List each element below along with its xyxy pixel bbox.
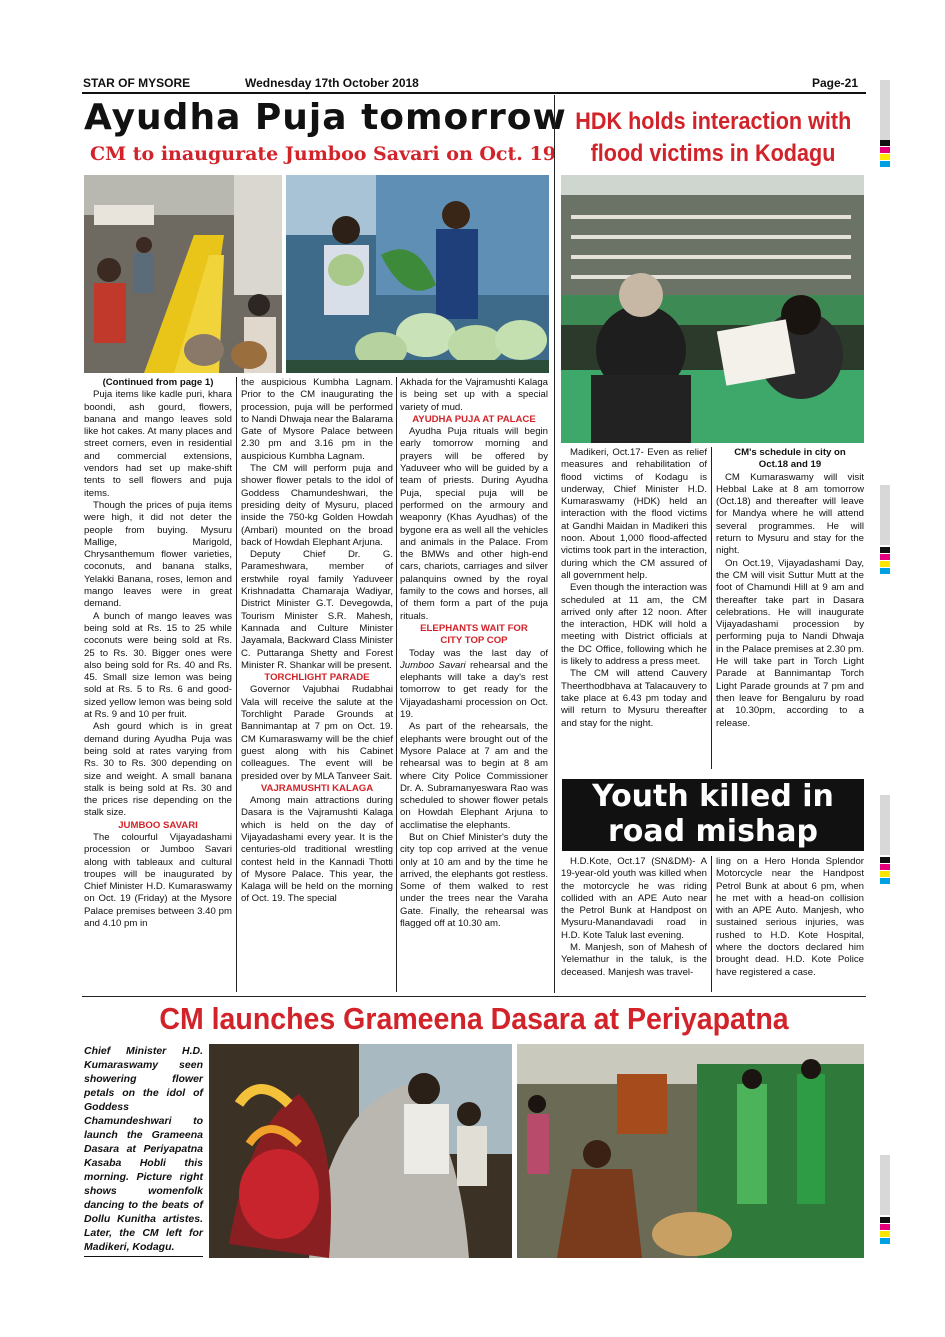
header-rule: [82, 92, 866, 94]
column-rule: [711, 856, 712, 992]
text-run: Today was the last day of: [409, 647, 548, 659]
paragraph: Ayudha Puja rituals will begin early tomorrow morning and prayers will be offered by Yaduveer who will be guided by a team of priests. During Ayudha Puja, special puja will be performed on the armoury and weaponry (Khas Ayudhas) of the bygone era as well all the vehicles and animals in the Palace. From the BMWs and other high-end cars, chariots, carriages and silver palanquins owned by the royal family to the cows and horses, all of them form a part of the puja rituals.: [400, 426, 548, 622]
idol-flower-offering-photo: [209, 1044, 512, 1258]
italic-text: Jumboo Savari: [400, 659, 466, 671]
subhead-vajramushti-kalaga: VAJRAMUSHTI KALAGA: [260, 782, 374, 794]
subhead-elephants-line2: CITY TOP COP: [440, 635, 508, 647]
swatch-magenta: [880, 864, 890, 870]
headline-line: road mishap: [607, 814, 819, 849]
swatch-magenta: [880, 554, 890, 560]
paragraph: Akhada for the Vajramushti Kalaga is being set up with a special variety of mud.: [400, 377, 548, 413]
swatch-black: [880, 140, 890, 146]
paragraph: H.D.Kote, Oct.17 (SN&DM)- A 19-year-old youth was killed when the motorcycle he was riding collided with an APE Auto near the Petrol Bunk at Handpost on Mysuru-Manandavadi road in H.D. Kote Taluk last evening.: [561, 856, 707, 941]
paragraph: Even though the interaction was scheduled at 11 am, the CM arrived only after 12 noon. After the interaction, HDK will hold a meeting with District officials at the DC Office, following which he is likely to address a press meet.: [561, 582, 707, 668]
text-run: rehearsal and the elephants will take a day's rest tomorrow to get ready for the Vijayadashami procession on Oct. 19.: [400, 659, 548, 721]
paragraph: CM Kumaraswamy will visit Hebbal Lake at 8 am tomorrow (Oct.18) and thereafter will leave for Mandya where he will attend several programmes. He will return to Mysuru and stay for the night.: [716, 471, 864, 557]
paragraph: But on Chief Minister's duty the city top cop arrived at the venue only at 10 am and by the time he arrived, the elephants got restless. Some of them walked to rest under the trees near the Varaha Gate. Finally, the rehearsal was flagged off at 10.30 am.: [400, 831, 548, 930]
swatch-magenta: [880, 147, 890, 153]
story3-column-2: [716, 856, 864, 979]
headline-line: flood victims in Kodagu: [590, 140, 836, 167]
headline-line: Youth killed in: [592, 779, 834, 814]
subhead-elephants-line1: ELEPHANTS WAIT FOR: [420, 622, 528, 634]
swatch-yellow: [880, 871, 890, 877]
column-rule: [396, 377, 397, 992]
paragraph: The colourful Vijayadashami procession or Jumboo Savari along with tableaux and cultural troupes will be inaugurated by Chief Minister H.D. Kumaraswamy on Oct. 19 (Friday) at the Mysore Palace premises between 3.40 pm and 4.10 pm in: [84, 831, 232, 930]
story1-headline: Ayudha Puja tomorrow: [84, 97, 567, 138]
story1-column-1: [84, 377, 232, 930]
swatch-magenta: [880, 1224, 890, 1230]
column-rule: [236, 377, 237, 992]
story3-headline-box: [562, 779, 864, 851]
story1-subhead: CM to inaugurate Jumboo Savari on Oct. 19: [90, 143, 556, 165]
paragraph: Though the prices of puja items were high, it did not deter the people from buying. Mysuru Mallige, Marigold, Chrysanthemum flower varieties, coconuts, and banana stalks, Yelakki Banana, roses, lemon and mango leaves were in great demand.: [84, 499, 232, 610]
story1-column-3: [400, 377, 548, 930]
paragraph: the auspicious Kumbha Lagnam. Prior to the CM inaugurating the procession, puja will be performed to Nandi Dhwaja near the Balarama Gate of Mysore Palace between 2.30 pm and 3.16 pm in the auspicious Kumbha Lagnam.: [241, 377, 393, 462]
registration-bar: [880, 795, 890, 855]
paragraph: A bunch of mango leaves was being sold at Rs. 15 to 25 while coconuts were being sold at Rs. 25 to Rs. 30. Bigger ones were also being sold for Rs. 40 and Rs. 45. Small size lemon was being sold at Rs. 5 to Rs. 6 and good-sized yellow lemon was being sold at Rs. 9 and 10 per fruit.: [84, 610, 232, 721]
paragraph: On Oct.19, Vijayadashami Day, the CM will visit Suttur Mutt at the foot of Chamundi Hill at 9 am and thereafter take part in Dasara celebrations. He will inaugurate Vijayadashami procession by performing puja to Nandi Dhwaja in the Palace premises at 2.30 pm. He will take part in Torch Light Parade at Bannimantap Torch Light Parade grounds at 7 pm and then leave for Bengaluru by road at 10.30pm, according to a release.: [716, 557, 864, 729]
story4-caption: Chief Minister H.D. Kumaraswamy seen showering flower petals on the idol of Goddess Chamundeshwari to launch the Grameena Dasara at Periyapatna Kasaba Hobli this morning. Picture right shows womenfolk dancing to the beats of Dollu Kunitha artistes. Later, the CM left for Madikeri, Kodagu.: [84, 1045, 203, 1253]
section-rule: [82, 996, 866, 997]
swatch-yellow: [880, 1231, 890, 1237]
column-rule: [711, 447, 712, 769]
paragraph: Madikeri, Oct.17- Even as relief measures and rehabilitation of flood victims of Kodagu is underway, Chief Minister H.D. Kumaraswamy (HDK) held an interaction with the flood victims at Gandhi Maidan in Madikeri this noon. About 1,000 flood-affected victims took part in the interaction, during which the CM assured of all government help.: [561, 447, 707, 581]
story3-column-1: [561, 856, 707, 979]
paragraph: Deputy Chief Dr. G. Parameshwara, member of erstwhile royal family Yaduveer Krishnadatta Chamaraja Wadiyar, District Minister G.T. Devegowda, Tourism Minister S.R. Mahesh, Kannada and Culture Minister Jayamala, Backward Class Minister C. Puttaranga Shetty and Forest Minister R. Shankar will be present.: [241, 549, 393, 671]
swatch-yellow: [880, 154, 890, 160]
schedule-title: CM's schedule in city on: [734, 447, 846, 458]
paragraph: The CM will attend Cauvery Theerthodbhava at Talacauvery to take place at 6.43 pm today and will return to Mysuru thereafter and stay for the night.: [561, 668, 707, 729]
paragraph: Ash gourd which is in great demand during Ayudha Puja was being sold at rates varying from Rs. 30 to Rs. 300 depending on size and weight. A small banana stalk is being sold at Rs. 30 and the prices rise depending on the stalk size.: [84, 721, 232, 819]
caption-rule: [84, 1256, 203, 1257]
swatch-black: [880, 1217, 890, 1223]
paragraph: Puja items like kadle puri, khara boondi, ash gourd, flowers, banana and mango leaves sold like hot cakes. At many places and street corners, even in residential and commercial extensions, vendors had set up make-shift tents to sell flowers and puja items.: [84, 389, 232, 499]
subhead-jumboo-savari: JUMBOO SAVARI: [118, 819, 198, 831]
registration-bar: [880, 1155, 890, 1215]
story4-headline: CM launches Grameena Dasara at Periyapatna: [159, 1001, 789, 1036]
issue-date: Wednesday 17th October 2018: [245, 76, 419, 90]
page-number: Page-21: [812, 76, 859, 90]
registration-bar: [880, 485, 890, 545]
headline-line: HDK holds interaction with: [575, 108, 852, 135]
swatch-cyan: [880, 1238, 890, 1244]
story-divider: [554, 95, 555, 993]
vegetable-vendors-photo: [286, 175, 549, 373]
subhead-torchlight-parade: TORCHLIGHT PARADE: [264, 672, 370, 684]
interaction-meeting-photo: [561, 175, 864, 443]
paragraph: As part of the rehearsals, the elephants were brought out of the Mysore Palace at 7 am and the rehearsal was to begin at 8 am where City Police Commissioner Dr. A. Subramanyeswara Rao was scheduled to shower flower petals on Howdah Elephant Arjuna to acclimatise the elephants.: [400, 721, 548, 831]
story2-column-1: [561, 447, 707, 730]
paragraph: [400, 648, 548, 722]
paragraph: The CM will perform puja and shower flower petals to the idol of Goddess Chamundeshwari, the presiding deity of Mysuru, placed inside the 750-kg Golden Howdah (Ambari) mounted on the broad back of Howdah Elephant Arjuna.: [241, 463, 393, 548]
paragraph: Among main attractions during Dasara is the Vajramushti Kalaga which is held on the day of Vijayadashami every year. It is the centuries-old traditional wrestling contest held in the Kannadi Thotti of Mysore Palace. This year, the Kalaga will be held on the morning of Oct. 19. The special: [241, 795, 393, 905]
story2-schedule-box: [716, 447, 864, 730]
subhead-ayudha-puja: AYUDHA PUJA AT PALACE: [412, 413, 536, 425]
story1-column-2: [241, 377, 393, 906]
schedule-title: Oct.18 and 19: [758, 459, 822, 471]
registration-bar: [880, 80, 890, 140]
swatch-cyan: [880, 161, 890, 167]
flower-market-photo: [84, 175, 282, 373]
story2-headline: [575, 106, 850, 170]
swatch-cyan: [880, 878, 890, 884]
paper-name: STAR OF MYSORE: [83, 76, 191, 90]
paragraph: ling on a Hero Honda Splendor Motorcycle near the Handpost Petrol Bunk at about 6 pm, when he met with a head-on collision with an APE Auto. Manjesh, who sustained serious injuries, was rushed to H.D. Kote Hospital, where the doctors declared him brought dead. H.D. Kote Police have registered a case.: [716, 856, 864, 978]
paragraph: M. Manjesh, son of Mahesh of Yelemathur in the taluk, is the deceased. Manjesh was travel-: [561, 942, 707, 978]
swatch-black: [880, 547, 890, 553]
continued-label: (Continued from page 1): [102, 377, 214, 388]
paragraph: Governor Vajubhai Rudabhai Vala will receive the salute at the Torchlight Parade Grounds at Bannimantap at 7 pm on Oct. 19. CM Kumaraswamy will be the chief guest along with his Cabinet colleagues. The event will be presided over by MLA Tanveer Sait.: [241, 684, 393, 782]
dollu-kunitha-dance-photo: [517, 1044, 864, 1258]
swatch-cyan: [880, 568, 890, 574]
swatch-black: [880, 857, 890, 863]
swatch-yellow: [880, 561, 890, 567]
